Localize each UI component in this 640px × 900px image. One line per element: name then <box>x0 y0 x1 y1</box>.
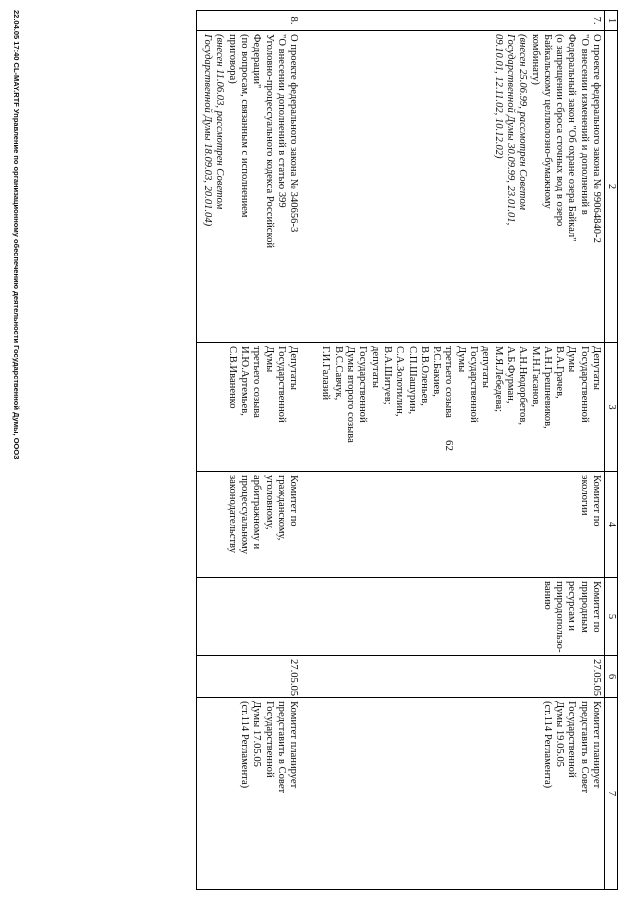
comment-line: (ст.114 Регламента) <box>541 701 553 789</box>
committee-cell <box>201 472 301 578</box>
committee-cell <box>319 472 604 578</box>
initiator-line: С.П.Шашурин, <box>406 346 418 415</box>
table-row <box>319 11 604 890</box>
col-header-7: 7 <box>605 698 618 890</box>
initiator-line: третьего созыва <box>251 346 263 418</box>
co-committee-cell <box>201 578 301 656</box>
co-committee-line: природопользо- <box>554 581 566 653</box>
bill-note-line: (внесен 25.06.99, рассмотрен Советом <box>517 34 529 210</box>
committee-line: гражданскому, <box>275 475 287 541</box>
comment-line: представить в Совет <box>275 701 287 794</box>
initiator-line: Р.С.Бакиев, <box>431 346 443 397</box>
comment-line: Думы 19.05.05 <box>554 701 566 767</box>
committee-line: уголовному, <box>263 475 275 530</box>
bills-table <box>196 10 618 890</box>
bills-table-container <box>196 10 618 889</box>
bill-title-line: Байкальскому целлюлозно-бумажному <box>541 34 553 209</box>
col-header-5: 5 <box>605 578 618 656</box>
comment-line: представить в Совет <box>578 701 590 794</box>
initiator-line: М.Я.Лебедева; <box>492 346 504 413</box>
co-committee-line: Комитет по <box>591 581 602 633</box>
bill-title-line: Федерации" <box>251 34 263 89</box>
bill-title-line: приговора) <box>226 34 238 84</box>
initiator-line: Г.И.Галазий <box>320 346 332 401</box>
initiator-line: И.Ю.Артемьев, <box>238 346 250 416</box>
row-spacer <box>301 11 319 890</box>
initiator-line: Думы второго созыва <box>345 346 357 443</box>
comment-line: Государственной <box>263 701 275 778</box>
initiator-line: третьего созыва <box>443 346 455 418</box>
committee-line: процессуальному <box>238 475 250 554</box>
initiator-line: Думы <box>566 346 578 373</box>
initiator-line: В.В.Оленьев, <box>418 346 430 406</box>
initiator-line: В.А.Шитуев; <box>381 346 393 405</box>
co-committee-cell <box>319 578 604 656</box>
bill-title-line: (по вопросам, связанным с исполнением <box>238 34 250 218</box>
bill-title-cell <box>201 31 301 343</box>
bill-note-line: Государственной Думы 18.09.03, 20.01.04) <box>202 34 214 227</box>
committee-line: экологии <box>578 475 590 516</box>
bill-title-line: О проекте федерального закона № 99064840-2 <box>591 34 602 243</box>
comment-line: Государственной <box>566 701 578 778</box>
initiator-line: Государственной <box>468 346 480 423</box>
bill-title-line: "О внесении дополнений в статью 399 <box>275 34 287 208</box>
initiator-line: депутаты <box>369 346 381 388</box>
initiator-line: В.С.Савчук, <box>332 346 344 401</box>
table-row <box>201 11 301 890</box>
committee-line: Комитет по <box>591 475 602 527</box>
document-footer: 22.04.05 17:40 CL-MAY.RTF Управление по организационному обеспечению деятельности Государственной Думы, ООО3 <box>12 10 21 460</box>
column-number-header <box>605 11 618 890</box>
initiator-line: С.В.Иваненко <box>226 346 238 409</box>
initiator-line: депутаты <box>480 346 492 388</box>
initiator-line: Государственной <box>578 346 590 423</box>
col-header-2: 2 <box>605 31 618 343</box>
comment-cell <box>201 698 301 890</box>
initiator-line: Думы <box>455 346 467 373</box>
co-committee-line: природным <box>578 581 590 633</box>
row-number: 7. <box>319 11 604 31</box>
initiator-line: А.Н.Нюдорбетов, <box>517 346 529 425</box>
bill-title-line: (о запрещении сброса сточных вод в озеро <box>554 34 566 227</box>
initiator-line: А.Н.Грешневиков, <box>541 346 553 429</box>
row-number: 8. <box>201 11 301 31</box>
bill-title-line: комбинату) <box>529 34 541 85</box>
comment-line: Думы 17.05.05 <box>251 701 263 767</box>
initiator-line: Думы <box>263 346 275 373</box>
initiator-line: М.Н.Гасанов, <box>529 346 541 408</box>
initiator-line: В.А.Грачев, <box>554 346 566 399</box>
comment-cell <box>319 698 604 890</box>
comment-line: Комитет планирует <box>591 701 602 789</box>
col-header-4: 4 <box>605 472 618 578</box>
initiators-cell <box>201 343 301 472</box>
comment-line: (ст.114 Регламента) <box>238 701 250 789</box>
bill-note-line: 09.10.01, 12.11.02, 10.12.02) <box>492 34 504 159</box>
initiator-line: Депутаты <box>591 346 602 390</box>
initiator-line: Государственной <box>357 346 369 423</box>
committee-line: законодательству <box>226 475 238 553</box>
bill-title-line: Уголовно-процессуального кодекса Российской <box>263 34 275 249</box>
date-cell: 27.05.05 <box>201 656 301 698</box>
bill-note-line: (внесен 11.06.03, рассмотрен Советом <box>214 34 226 210</box>
col-header-1: 1 <box>605 11 618 31</box>
initiator-line: Депутаты <box>288 346 300 390</box>
initiator-line: А.Б.Фурман, <box>504 346 516 404</box>
bill-title-line: О проекте федерального закона № 340656-3 <box>288 34 300 233</box>
bill-note-line: Государственной Думы 30.09.99, 23.01.01, <box>504 34 516 226</box>
date-cell: 27.05.05 <box>319 656 604 698</box>
page-number: 62 <box>443 440 455 451</box>
comment-line: Комитет планирует <box>288 701 300 789</box>
co-committee-line: ванию <box>541 581 553 610</box>
bill-title-line: Федеральный закон "Об охране озера Байкал" <box>566 34 578 242</box>
initiator-line: С.А.Золотилин, <box>394 346 406 417</box>
co-committee-line: ресурсам и <box>566 581 578 631</box>
col-header-6: 6 <box>605 656 618 698</box>
committee-line: Комитет по <box>288 475 300 527</box>
initiator-line: Государственной <box>275 346 287 423</box>
bill-title-cell <box>319 31 604 343</box>
initiators-cell <box>319 343 604 472</box>
bill-title-line: "О внесении изменений и дополнений в <box>578 34 590 215</box>
committee-line: арбитражному и <box>251 475 263 550</box>
col-header-3: 3 <box>605 343 618 472</box>
